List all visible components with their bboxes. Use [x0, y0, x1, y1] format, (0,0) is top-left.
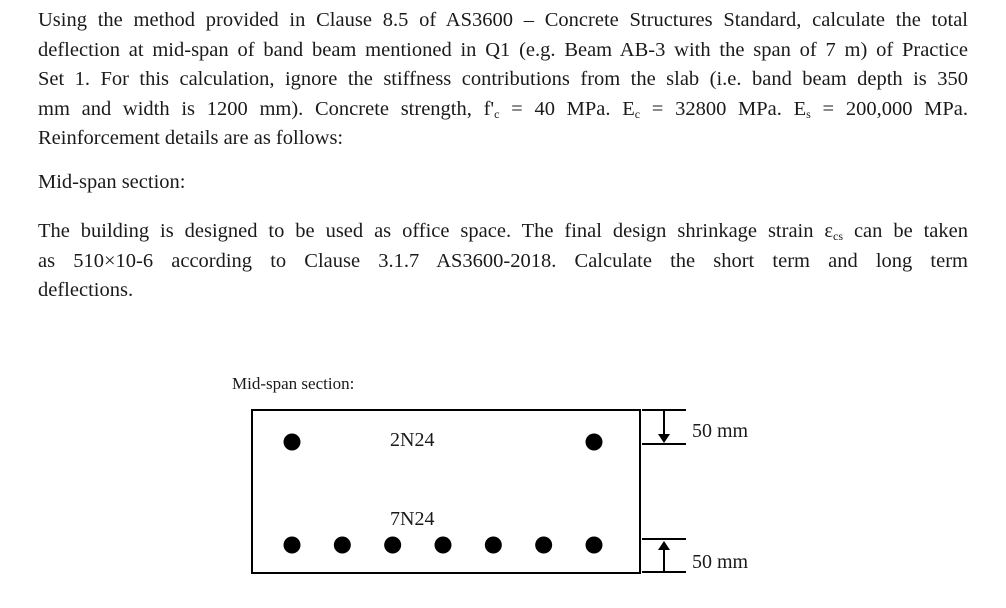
top-cover-dimension [642, 410, 686, 444]
paragraph-line: Set 1. For this calculation, ignore the stiffness contributions from the slab (i.e. band beam depth is 350 [38, 68, 968, 91]
question-paragraph-1 [38, 6, 968, 154]
bottom-reinforcing-bar [485, 537, 502, 554]
bottom-reinforcing-bar [284, 537, 301, 554]
bottom-reinforcing-bar [435, 537, 452, 554]
top-reinforcing-bar [284, 434, 301, 451]
bottom-reinforcing-bar [535, 537, 552, 554]
bottom-cover-dimension [642, 539, 686, 572]
paragraph-line: deflections. [38, 279, 134, 302]
bottom-reinforcing-bar [334, 537, 351, 554]
top-reinforcing-bar [586, 434, 603, 451]
question-paragraph-2 [38, 217, 968, 306]
bottom-cover-label: 50 mm [692, 551, 749, 573]
paragraph-line: mm and width is 1200 mm). Concrete strength, $f'_c = 40$ MPa. $E_c = 32800$ MPa. $E_s = 200,000$ MPa. [38, 97, 969, 121]
paragraph-line: The building is designed to be used as office space. The final design shrinkage strain $\varepsilon_{cs}$ can be taken [38, 220, 968, 243]
midspan-heading: Mid-span section: [38, 171, 186, 193]
top-cover-label: 50 mm [692, 420, 749, 442]
paragraph-line: deflection at mid-span of band beam mentioned in Q1 (e.g. Beam AB-3 with the span of 7 m) of Practice [38, 38, 968, 61]
top-bars-label: 2N24 [390, 429, 435, 451]
top-bars-group [284, 434, 603, 451]
beam-section-figure [240, 400, 780, 585]
paragraph-line: Using the method provided in Clause 8.5 of AS3600 – Concrete Structures Standard, calculate the total [38, 9, 968, 31]
paragraph-line: as 510×10-6 according to Clause 3.1.7 AS3600-2018. Calculate the short term and long term [38, 249, 968, 272]
paragraph-line: Reinforcement details are as follows: [38, 127, 344, 150]
figure-label: Mid-span section: [232, 374, 355, 393]
bottom-reinforcing-bar [384, 537, 401, 554]
bottom-bars-group [284, 537, 603, 554]
bottom-bars-label: 7N24 [390, 508, 435, 530]
bottom-reinforcing-bar [586, 537, 603, 554]
